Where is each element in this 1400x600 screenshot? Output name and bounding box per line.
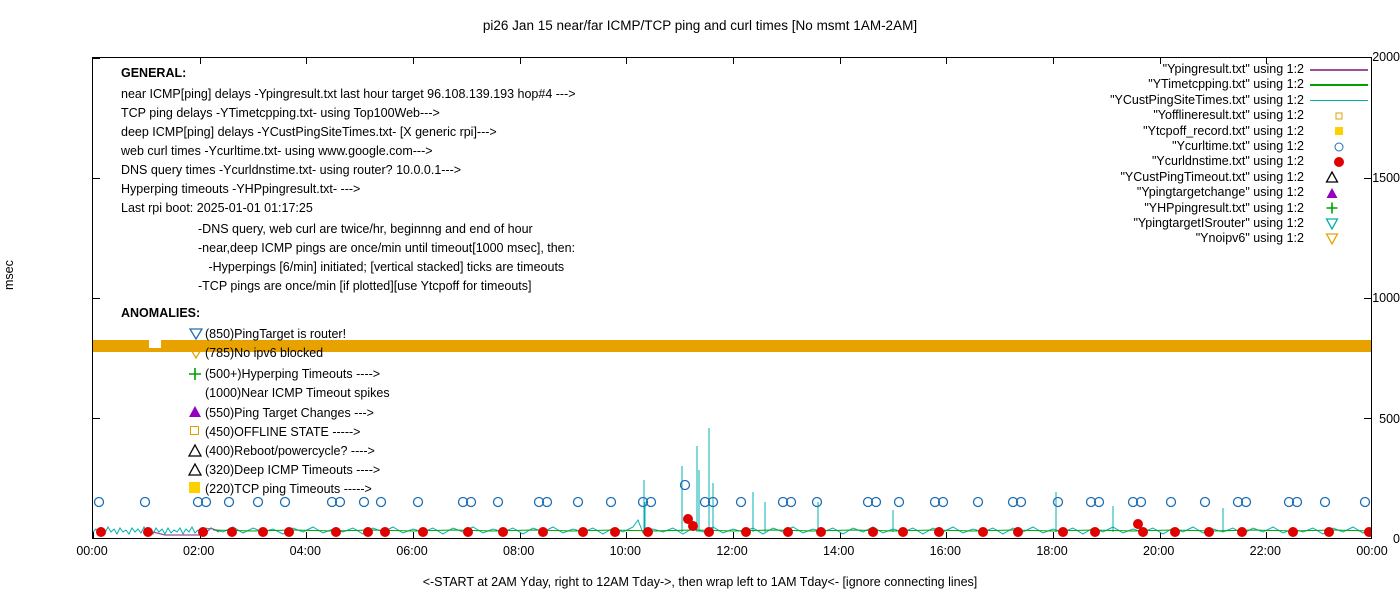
legend-item-yhppingresult <box>1000 201 1370 216</box>
x-tick-label-3: 06:00 <box>396 544 428 558</box>
y-tick-label-1000: 1000 <box>1372 291 1400 305</box>
general-indented-1: -near,deep ICMP pings are once/min until timeout[1000 msec], then: <box>198 241 576 255</box>
general-line-6: Last rpi boot: 2025-01-01 01:17:25 <box>121 201 313 215</box>
anomaly-label-5: (450)OFFLINE STATE -----> <box>205 425 361 439</box>
legend-item-ypingtargetchange <box>1000 185 1370 200</box>
x-tick-label-5: 10:00 <box>609 544 641 558</box>
x-tick-label-1: 02:00 <box>183 544 215 558</box>
legend-label: "Yofflineresult.txt" using 1:2 <box>1153 108 1304 123</box>
anomaly-icon-ping-target-changes <box>188 405 202 418</box>
anomalies-heading: ANOMALIES: <box>121 306 201 320</box>
general-line-3: web curl times -Ycurltime.txt- using www.google.com---> <box>121 144 433 158</box>
legend-symbol-open-square-icon <box>1308 108 1370 123</box>
general-indented-0: -DNS query, web curl are twice/hr, beginnng and end of hour <box>198 222 533 236</box>
x-tick-label-10: 20:00 <box>1143 544 1175 558</box>
legend-item-ypingtargetisrouter <box>1000 216 1370 231</box>
general-indented-2: -Hyperpings [6/min] initiated; [vertical stacked] ticks are timeouts <box>205 260 565 274</box>
x-tick-label-12: 00:00 <box>1356 544 1388 558</box>
legend-symbol-open-circle-icon <box>1308 139 1370 154</box>
legend-symbol-line <box>1308 93 1370 108</box>
legend <box>1000 62 1370 247</box>
y-tick-mark-right-0 <box>1364 538 1371 539</box>
general-line-4: DNS query times -Ycurldnstime.txt- using router? 10.0.0.1---> <box>121 163 462 177</box>
legend-label: "YCustPingSiteTimes.txt" using 1:2 <box>1110 92 1304 107</box>
anomaly-label-6: (400)Reboot/powercycle? ----> <box>205 444 375 458</box>
legend-symbol-down-triangle-orange-icon <box>1308 231 1370 246</box>
legend-symbol-up-triangle-filled-icon <box>1308 185 1370 200</box>
anomaly-label-1: (785)No ipv6 blocked <box>205 346 324 360</box>
anomaly-label-2: (500+)Hyperping Timeouts ----> <box>205 367 381 381</box>
legend-symbol-down-triangle-open-icon <box>1308 216 1370 231</box>
legend-label: "YCustPingTimeout.txt" using 1:2 <box>1120 169 1304 184</box>
general-indented-3: -TCP pings are once/min [if plotted][use Ytcpoff for timeouts] <box>198 279 532 293</box>
chart-title: pi26 Jan 15 near/far ICMP/TCP ping and curl times [No msmt 1AM-2AM] <box>482 18 918 33</box>
legend-label: "Ytcpoff_record.txt" using 1:2 <box>1143 123 1304 138</box>
y-axis-label: msec <box>2 260 16 290</box>
legend-item-ycurldnstime <box>1000 154 1370 169</box>
legend-item-ycustpingtimeout <box>1000 170 1370 185</box>
legend-item-ynoipv6 <box>1000 231 1370 246</box>
anomaly-icon-pingtarget-is-router <box>189 328 203 340</box>
y-tick-label-500: 500 <box>1379 411 1400 426</box>
legend-symbol-line <box>1308 77 1370 92</box>
anomaly-label-4: (550)Ping Target Changes ---> <box>205 406 374 420</box>
y-tick-label-0: 0 <box>1393 532 1400 546</box>
legend-label: "YHPpingresult.txt" using 1:2 <box>1144 200 1304 215</box>
legend-item-ycustpingsitetimes <box>1000 93 1370 108</box>
anomaly-icon-offline-state <box>190 426 199 435</box>
general-line-1: TCP ping delays -YTimetcpping.txt- using Top100Web---> <box>121 106 440 120</box>
legend-item-ypingresult <box>1000 62 1370 77</box>
y-tick-mark-0 <box>93 538 100 539</box>
x-tick-label-4: 08:00 <box>503 544 535 558</box>
general-line-0: near ICMP[ping] delays -Ypingresult.txt last hour target 96.108.139.193 hop#4 ---> <box>121 87 576 101</box>
legend-item-ycurltime <box>1000 139 1370 154</box>
anomaly-icon-reboot-powercycle <box>188 444 202 457</box>
legend-item-ytcpoff-record <box>1000 124 1370 139</box>
legend-symbol-line <box>1308 62 1370 77</box>
x-tick-label-11: 22:00 <box>1249 544 1281 558</box>
legend-label: "Ypingtargetchange" using 1:2 <box>1136 185 1304 200</box>
anomaly-icon-deep-icmp-timeouts <box>188 463 202 476</box>
anomaly-icon-no-ipv6 <box>189 347 203 359</box>
x-tick-label-9: 18:00 <box>1036 544 1068 558</box>
legend-symbol-up-triangle-open-icon <box>1308 170 1370 185</box>
anomaly-label-8: (220)TCP ping Timeouts -----> <box>205 482 372 496</box>
x-axis-label: <-START at 2AM Yday, right to 12AM Tday->, then wrap left to 1AM Tday<- [ignore connecting lines] <box>422 575 978 589</box>
anomaly-label-7: (320)Deep ICMP Timeouts ----> <box>205 463 381 477</box>
x-tick-label-2: 04:00 <box>289 544 321 558</box>
legend-symbol-plus-icon <box>1308 201 1370 216</box>
anomaly-label-0: (850)PingTarget is router! <box>205 327 347 341</box>
x-tick-label-8: 16:00 <box>929 544 961 558</box>
legend-label: "Ycurldnstime.txt" using 1:2 <box>1152 154 1304 169</box>
anomaly-icon-tcp-ping-timeouts <box>189 482 200 493</box>
y-tick-label-1500: 1500 <box>1372 170 1400 185</box>
general-line-2: deep ICMP[ping] delays -YCustPingSiteTimes.txt- [X generic rpi]---> <box>121 125 497 139</box>
x-tick-label-7: 14:00 <box>823 544 855 558</box>
legend-label: "Ycurltime.txt" using 1:2 <box>1172 138 1304 153</box>
legend-label: "Ynoipv6" using 1:2 <box>1195 231 1304 246</box>
x-tick-label-6: 12:00 <box>716 544 748 558</box>
legend-symbol-filled-circle-icon <box>1308 154 1370 169</box>
anomaly-icon-hyperping-timeouts <box>188 367 202 381</box>
legend-label: "YTimetcpping.txt" using 1:2 <box>1148 77 1304 92</box>
legend-item-yofflineresult <box>1000 108 1370 123</box>
legend-label: "YpingtargetISrouter" using 1:2 <box>1133 215 1304 230</box>
legend-item-ytimetcpping <box>1000 77 1370 92</box>
general-heading: GENERAL: <box>121 66 187 80</box>
anomaly-label-3: (1000)Near ICMP Timeout spikes <box>205 386 390 400</box>
y-tick-label-2000: 2000 <box>1372 50 1400 64</box>
general-line-5: Hyperping timeouts -YHPpingresult.txt- ---> <box>121 182 361 196</box>
x-tick-label-0: 00:00 <box>76 544 108 558</box>
legend-label: "Ypingresult.txt" using 1:2 <box>1162 62 1304 76</box>
legend-symbol-filled-square-icon <box>1308 124 1370 139</box>
